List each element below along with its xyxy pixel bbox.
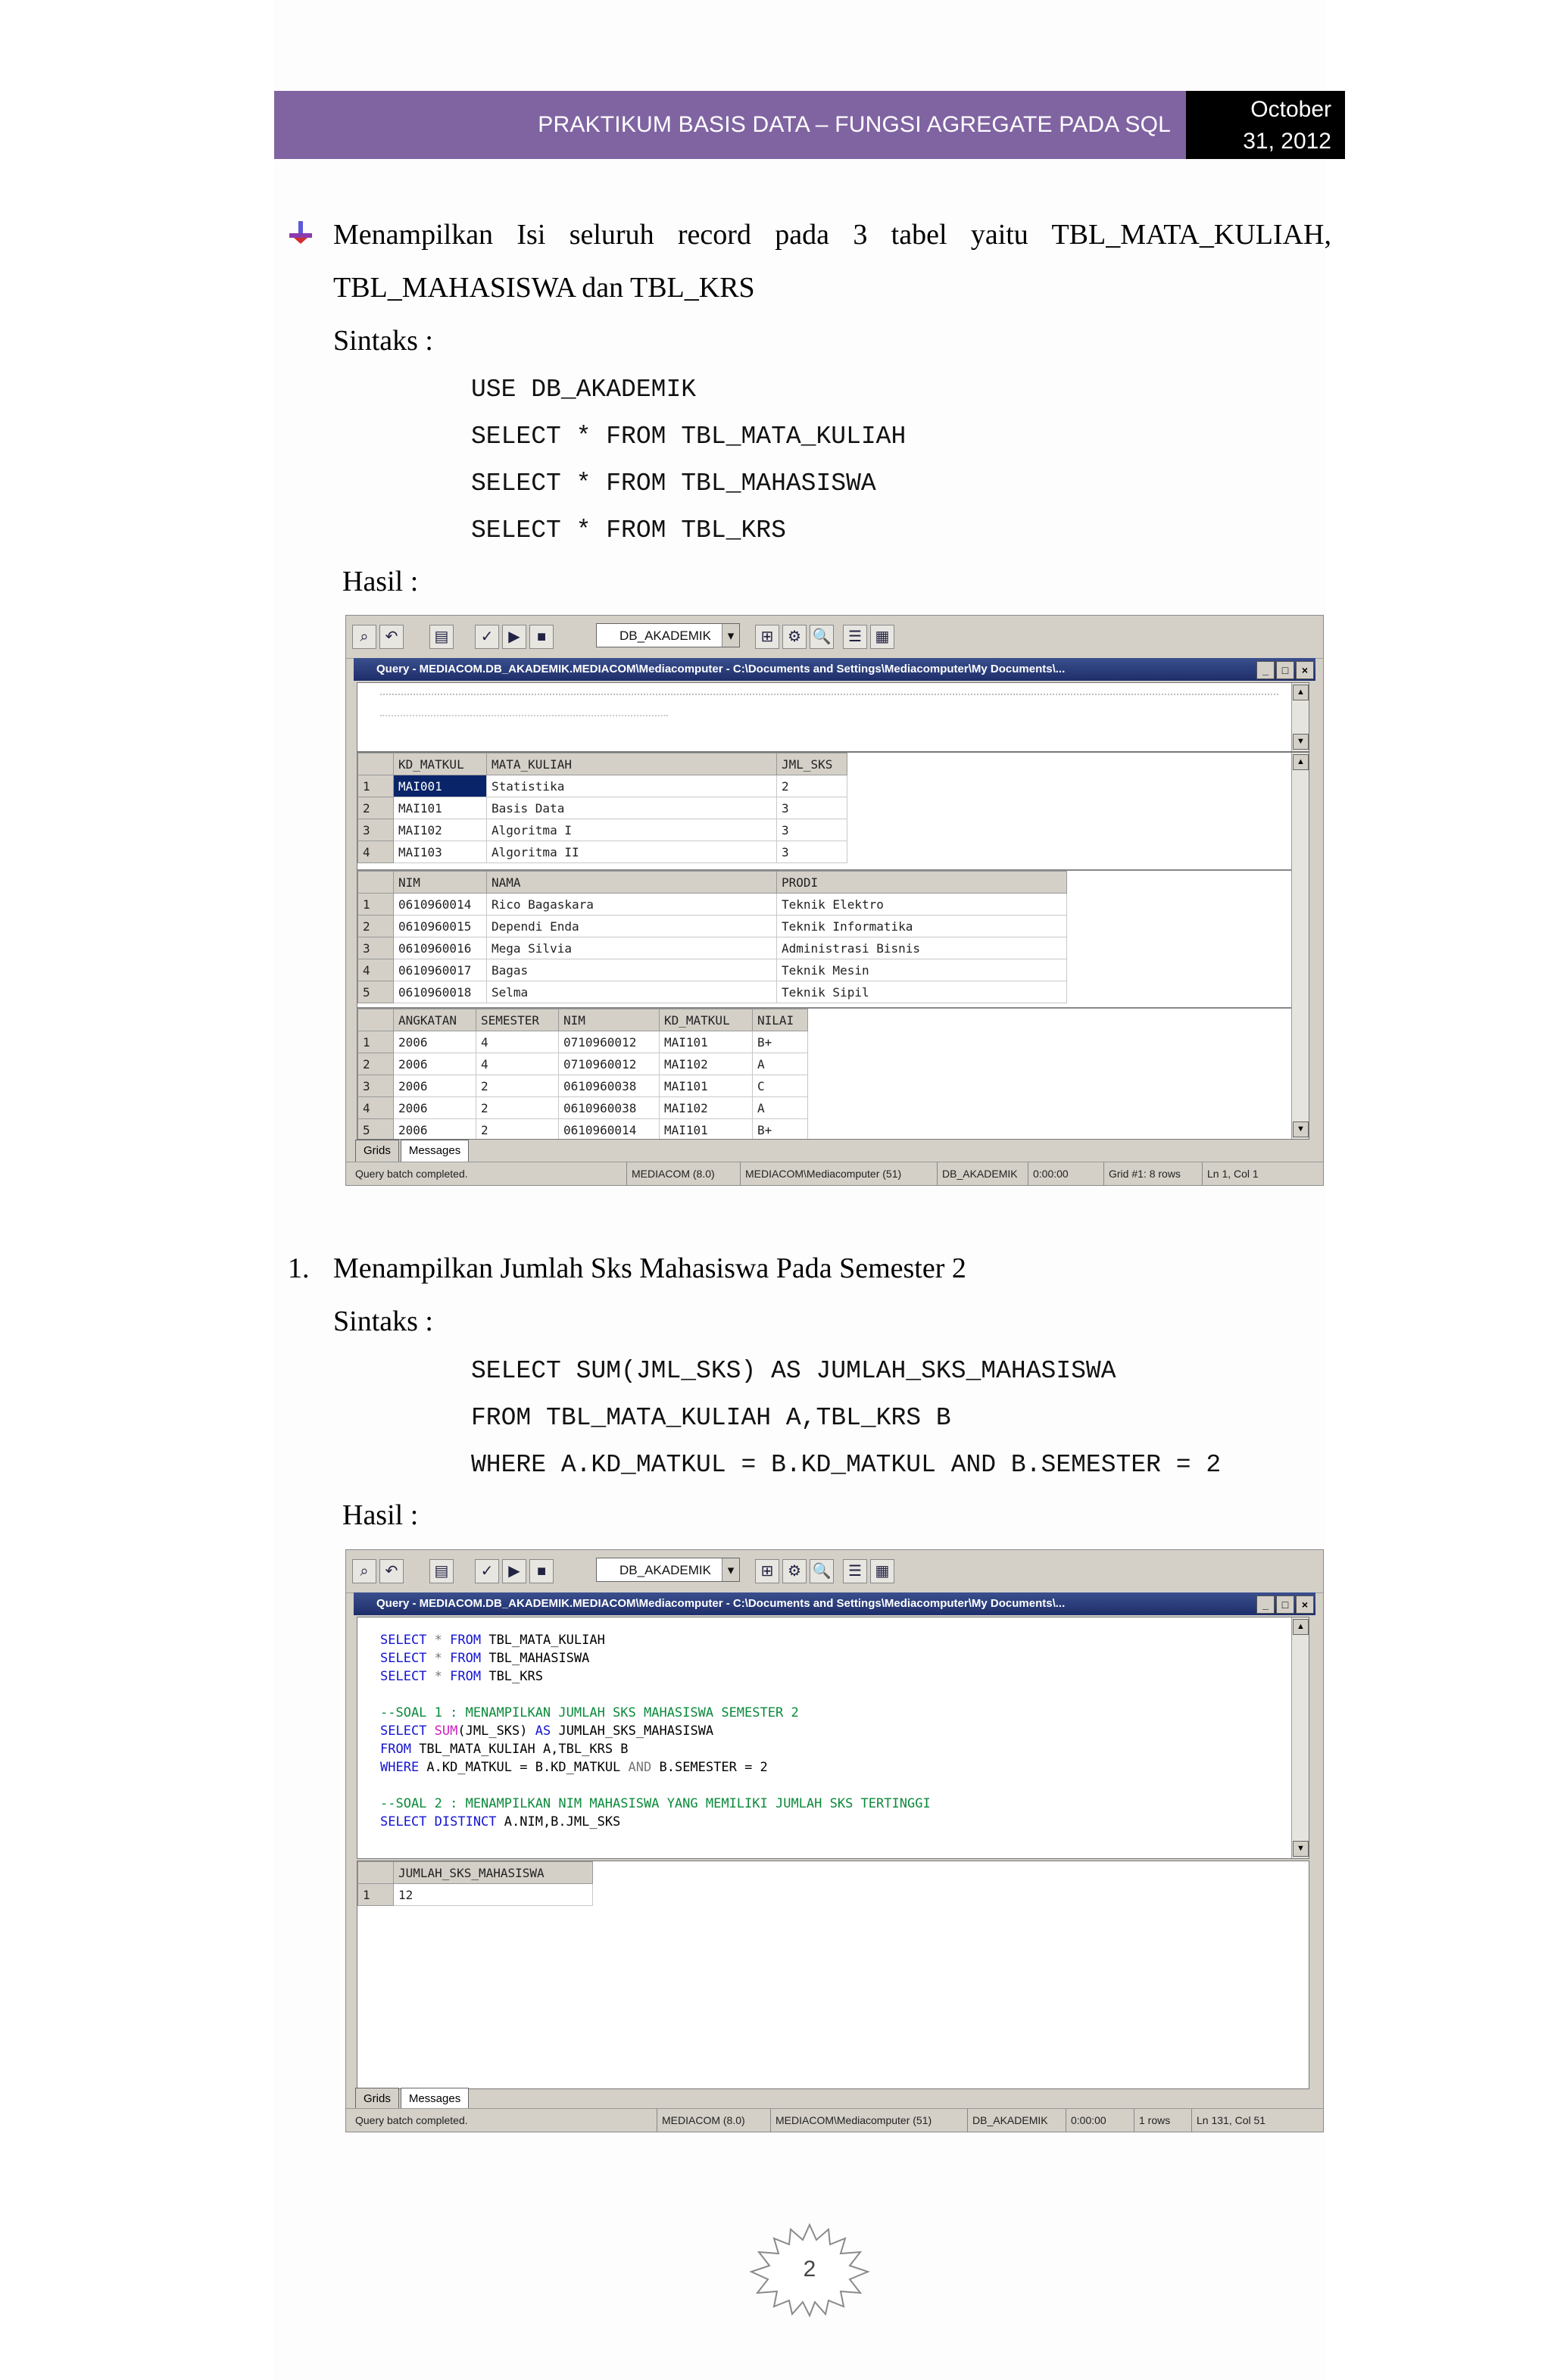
table-row[interactable]: 4 MAI103 Algoritma II 3 bbox=[358, 841, 847, 863]
parse-check-icon[interactable]: ✓ bbox=[475, 625, 499, 649]
search-object-icon[interactable]: 🔍 bbox=[810, 625, 834, 649]
row-number-header bbox=[358, 753, 394, 775]
sql-line: SELECT * FROM TBL_MAHASISWA bbox=[380, 1651, 590, 1666]
column-header[interactable]: JUMLAH_SKS_MAHASISWA bbox=[394, 1862, 593, 1884]
editor-scrollbar[interactable] bbox=[1291, 683, 1309, 751]
sql-editor[interactable] bbox=[357, 1617, 1309, 1859]
table-header-row bbox=[358, 872, 1067, 894]
toolbar bbox=[346, 616, 1323, 659]
status-rows: 1 rows bbox=[1134, 2109, 1170, 2132]
cell[interactable]: Teknik Sipil bbox=[777, 981, 1067, 1003]
column-header[interactable]: NAMA bbox=[487, 872, 777, 894]
sql-line: SELECT * FROM TBL_MATA_KULIAH bbox=[380, 1633, 605, 1648]
column-header[interactable]: PRODI bbox=[777, 872, 1067, 894]
cell[interactable]: Teknik Informatika bbox=[777, 916, 1067, 937]
column-header[interactable]: NILAI bbox=[753, 1009, 808, 1031]
cell[interactable]: 2006 bbox=[394, 1031, 476, 1053]
query-window-title bbox=[354, 1592, 1315, 1615]
results-mode-icon[interactable]: ▤ bbox=[429, 625, 454, 649]
table-row[interactable]: 5 0610960018 Selma Teknik Sipil bbox=[358, 981, 1067, 1003]
cell[interactable]: 3 bbox=[777, 797, 847, 819]
cell[interactable]: B+ bbox=[753, 1031, 808, 1053]
page-number-badge bbox=[747, 2222, 872, 2317]
sql-editor[interactable] bbox=[357, 682, 1309, 752]
cell[interactable]: 2 bbox=[476, 1075, 559, 1097]
column-header[interactable]: KD_MATKUL bbox=[660, 1009, 753, 1031]
results-grid-area[interactable] bbox=[357, 752, 1309, 1140]
status-time: 0:00:00 bbox=[1028, 1162, 1069, 1185]
table-row[interactable]: 4 2006 2 0610960038 MAI102 A bbox=[358, 1097, 808, 1119]
cell[interactable]: MAI101 bbox=[660, 1119, 753, 1140]
header-date bbox=[1186, 91, 1345, 159]
cell[interactable]: MAI102 bbox=[660, 1053, 753, 1075]
column-header[interactable]: NIM bbox=[394, 872, 487, 894]
intro-code-line: SELECT * FROM TBL_MATA_KULIAH bbox=[471, 423, 907, 451]
result-tabs bbox=[355, 2088, 470, 2110]
status-bar bbox=[346, 2108, 1323, 2132]
column-header[interactable]: SEMESTER bbox=[476, 1009, 559, 1031]
cell[interactable]: MAI101 bbox=[660, 1075, 753, 1097]
table-row[interactable]: 4 0610960017 Bagas Teknik Mesin bbox=[358, 959, 1067, 981]
cell[interactable]: 0610960014 bbox=[559, 1119, 660, 1140]
table-row[interactable]: 3 MAI102 Algoritma I 3 bbox=[358, 819, 847, 841]
intro-code-line: SELECT * FROM TBL_KRS bbox=[471, 516, 786, 544]
window-title-text: Query - MEDIACOM.DB_AKADEMIK.MEDIACOM\Mediacomputer - C:\Documents and Settings\Mediacomputer\My Documents\... bbox=[376, 663, 1066, 675]
maximize-icon[interactable]: □ bbox=[1276, 661, 1294, 679]
scroll-down-icon[interactable]: ▼ bbox=[1293, 734, 1309, 750]
cell[interactable]: 0610960016 bbox=[394, 937, 487, 959]
status-rows: Grid #1: 8 rows bbox=[1103, 1162, 1181, 1185]
tab-messages[interactable]: Messages bbox=[401, 2088, 469, 2110]
intro-line2: TBL_MAHASISWA dan TBL_KRS bbox=[333, 272, 755, 304]
table-header-row bbox=[358, 753, 847, 775]
execute-icon[interactable]: ▶ bbox=[502, 1559, 526, 1583]
cell[interactable]: 2006 bbox=[394, 1075, 476, 1097]
undo-icon[interactable]: ↶ bbox=[379, 1559, 404, 1583]
cell[interactable]: 0610960014 bbox=[394, 894, 487, 916]
cell[interactable]: 2 bbox=[476, 1119, 559, 1140]
cell[interactable]: A bbox=[753, 1053, 808, 1075]
database-select[interactable]: DB_AKADEMIK ▾ bbox=[596, 1558, 740, 1582]
table-header-row bbox=[358, 1862, 593, 1884]
cell[interactable]: MAI101 bbox=[660, 1031, 753, 1053]
table-row[interactable]: 5 2006 2 0610960014 MAI101 B+ bbox=[358, 1119, 808, 1140]
status-time: 0:00:00 bbox=[1066, 2109, 1106, 2132]
grid-icon[interactable]: ▦ bbox=[870, 625, 894, 649]
row-number: 1 bbox=[358, 1884, 394, 1906]
find-icon[interactable]: ⌕ bbox=[352, 625, 376, 649]
tab-messages[interactable]: Messages bbox=[401, 1140, 469, 1162]
intro-sintaks-label: Sintaks : bbox=[333, 325, 433, 357]
maximize-icon[interactable]: □ bbox=[1276, 1596, 1294, 1614]
intro-hasil-label: Hasil : bbox=[342, 566, 419, 597]
cell[interactable]: C bbox=[753, 1075, 808, 1097]
screenshot-query-analyzer-2 bbox=[345, 1549, 1324, 2132]
table-row[interactable]: 2 0610960015 Dependi Enda Teknik Informatika bbox=[358, 916, 1067, 937]
grid-mata-kuliah[interactable] bbox=[357, 753, 1292, 866]
cell[interactable]: Algoritma II bbox=[487, 841, 777, 863]
cell[interactable]: 0610960018 bbox=[394, 981, 487, 1003]
grid-icon[interactable]: ▦ bbox=[870, 1559, 894, 1583]
scroll-up-icon[interactable]: ▲ bbox=[1293, 685, 1309, 700]
status-user: MEDIACOM\Mediacomputer (51) bbox=[770, 2109, 932, 2132]
section1-code-line: WHERE A.KD_MATKUL = B.KD_MATKUL AND B.SEMESTER = 2 bbox=[471, 1451, 1222, 1479]
status-user: MEDIACOM\Mediacomputer (51) bbox=[740, 1162, 901, 1185]
sql-comment: --SOAL 2 : MENAMPILKAN NIM MAHASISWA YANG MEMILIKI JUMLAH SKS TERTINGGI bbox=[380, 1796, 931, 1811]
intro-code-line: SELECT * FROM TBL_MAHASISWA bbox=[471, 469, 876, 498]
status-position: Ln 131, Col 51 bbox=[1191, 2109, 1265, 2132]
header-date-line1: October bbox=[1250, 97, 1331, 122]
cell[interactable]: 0610960038 bbox=[559, 1075, 660, 1097]
cell[interactable]: 3 bbox=[777, 841, 847, 863]
plan-icon[interactable]: ⊞ bbox=[755, 1559, 779, 1583]
minimize-icon[interactable]: _ bbox=[1256, 1596, 1275, 1614]
cell[interactable]: MAI101 bbox=[394, 797, 487, 819]
status-db: DB_AKADEMIK bbox=[937, 1162, 1018, 1185]
section1-title: Menampilkan Jumlah Sks Mahasiswa Pada Semester 2 bbox=[333, 1252, 966, 1284]
column-header[interactable]: ANGKATAN bbox=[394, 1009, 476, 1031]
cell[interactable]: 2006 bbox=[394, 1097, 476, 1119]
toolbar bbox=[346, 1550, 1323, 1593]
scroll-up-icon[interactable]: ▲ bbox=[1293, 754, 1309, 770]
sql-line: WHERE A.KD_MATKUL = B.KD_MATKUL AND B.SEMESTER = 2 bbox=[380, 1760, 768, 1775]
bullet-arrow-icon bbox=[288, 220, 314, 245]
status-server: MEDIACOM (8.0) bbox=[626, 1162, 715, 1185]
row-number-header bbox=[358, 872, 394, 894]
close-icon[interactable]: × bbox=[1296, 1596, 1314, 1614]
cell[interactable]: A bbox=[753, 1097, 808, 1119]
cell[interactable]: 2006 bbox=[394, 1119, 476, 1140]
status-server: MEDIACOM (8.0) bbox=[657, 2109, 745, 2132]
cell[interactable]: 0710960012 bbox=[559, 1031, 660, 1053]
table-row[interactable]: 1 MAI001 Statistika 2 bbox=[358, 775, 847, 797]
scroll-down-icon[interactable]: ▼ bbox=[1293, 1121, 1309, 1137]
find-icon[interactable]: ⌕ bbox=[352, 1559, 376, 1583]
cell[interactable]: 2006 bbox=[394, 1053, 476, 1075]
properties-icon[interactable]: ☰ bbox=[843, 1559, 867, 1583]
cell[interactable]: 0610960015 bbox=[394, 916, 487, 937]
sql-line: SELECT DISTINCT A.NIM,B.JML_SKS bbox=[380, 1814, 621, 1829]
cell[interactable]: Rico Bagaskara bbox=[487, 894, 777, 916]
table-row[interactable]: 2 MAI101 Basis Data 3 bbox=[358, 797, 847, 819]
execute-icon[interactable]: ▶ bbox=[502, 625, 526, 649]
sql-line: FROM TBL_MATA_KULIAH A,TBL_KRS B bbox=[380, 1742, 629, 1757]
query-window-title bbox=[354, 658, 1315, 681]
plan-icon[interactable]: ⊞ bbox=[755, 625, 779, 649]
minimize-icon[interactable]: _ bbox=[1256, 661, 1275, 679]
object-browser-icon[interactable]: ⚙ bbox=[782, 625, 807, 649]
results-scrollbar[interactable] bbox=[1291, 753, 1309, 1139]
cell[interactable]: 0610960038 bbox=[559, 1097, 660, 1119]
header-date-line2: 31, 2012 bbox=[1243, 129, 1331, 154]
status-message: Query batch completed. bbox=[355, 2114, 468, 2126]
row-number-header bbox=[358, 1862, 394, 1884]
cell[interactable]: Bagas bbox=[487, 959, 777, 981]
page-header bbox=[274, 91, 1186, 159]
status-db: DB_AKADEMIK bbox=[967, 2109, 1048, 2132]
page-number: 2 bbox=[803, 2257, 816, 2282]
grid-result[interactable] bbox=[357, 1861, 593, 1906]
cell[interactable]: Administrasi Bisnis bbox=[777, 937, 1067, 959]
cell[interactable]: MAI103 bbox=[394, 841, 487, 863]
editor-scrollbar[interactable] bbox=[1291, 1617, 1309, 1858]
column-header[interactable]: NIM bbox=[559, 1009, 660, 1031]
cell[interactable]: Statistika bbox=[487, 775, 777, 797]
cell[interactable]: Teknik Mesin bbox=[777, 959, 1067, 981]
cell[interactable]: 0610960017 bbox=[394, 959, 487, 981]
stop-icon[interactable]: ■ bbox=[529, 625, 554, 649]
search-object-icon[interactable]: 🔍 bbox=[810, 1559, 834, 1583]
cell[interactable]: 2 bbox=[476, 1097, 559, 1119]
database-select[interactable]: DB_AKADEMIK ▾ bbox=[596, 623, 740, 647]
cell[interactable]: 3 bbox=[777, 819, 847, 841]
cell[interactable]: Basis Data bbox=[487, 797, 777, 819]
screenshot-query-analyzer-1 bbox=[345, 615, 1324, 1186]
section1-code-line: FROM TBL_MATA_KULIAH A,TBL_KRS B bbox=[471, 1404, 951, 1432]
cell[interactable]: 2 bbox=[777, 775, 847, 797]
table-header-row bbox=[358, 1009, 808, 1031]
grid-mahasiswa[interactable] bbox=[357, 869, 1292, 1006]
header-title: PRAKTIKUM BASIS DATA – FUNGSI AGREGATE PADA SQL bbox=[538, 112, 1171, 137]
sql-line: SELECT * FROM TBL_KRS bbox=[380, 1669, 543, 1684]
table-row[interactable]: 2 2006 4 0710960012 MAI102 A bbox=[358, 1053, 808, 1075]
tab-grids[interactable]: Grids bbox=[355, 2088, 399, 2110]
cell[interactable]: Selma bbox=[487, 981, 777, 1003]
sql-line: SELECT SUM(JML_SKS) AS JUMLAH_SKS_MAHASISWA bbox=[380, 1723, 714, 1739]
cell[interactable]: B+ bbox=[753, 1119, 808, 1140]
column-header[interactable]: MATA_KULIAH bbox=[487, 753, 777, 775]
results-mode-icon[interactable]: ▤ bbox=[429, 1559, 454, 1583]
result-value-cell[interactable]: 12 bbox=[394, 1884, 593, 1906]
grid-krs[interactable] bbox=[357, 1007, 1292, 1140]
table-row[interactable]: 1 0610960014 Rico Bagaskara Teknik Elektro bbox=[358, 894, 1067, 916]
cell[interactable]: MAI102 bbox=[394, 819, 487, 841]
cell[interactable]: Mega Silvia bbox=[487, 937, 777, 959]
table-row[interactable]: 1 2006 4 0710960012 MAI101 B+ bbox=[358, 1031, 808, 1053]
intro-code-line: USE DB_AKADEMIK bbox=[471, 376, 697, 404]
intro-line1: Menampilkan Isi seluruh record pada 3 tabel yaitu TBL_MATA_KULIAH, bbox=[333, 219, 1331, 251]
row-number-header bbox=[358, 1009, 394, 1031]
status-bar bbox=[346, 1162, 1323, 1185]
close-icon[interactable]: × bbox=[1296, 661, 1314, 679]
scroll-down-icon[interactable]: ▼ bbox=[1293, 1841, 1309, 1857]
column-header[interactable]: JML_SKS bbox=[777, 753, 847, 775]
editor-dotted-line bbox=[380, 694, 1278, 695]
section1-code-line: SELECT SUM(JML_SKS) AS JUMLAH_SKS_MAHASISWA bbox=[471, 1357, 1116, 1385]
column-header[interactable]: KD_MATKUL bbox=[394, 753, 487, 775]
properties-icon[interactable]: ☰ bbox=[843, 625, 867, 649]
undo-icon[interactable]: ↶ bbox=[379, 625, 404, 649]
stop-icon[interactable]: ■ bbox=[529, 1559, 554, 1583]
parse-check-icon[interactable]: ✓ bbox=[475, 1559, 499, 1583]
editor-text-blur bbox=[380, 715, 668, 716]
cell[interactable]: 4 bbox=[476, 1031, 559, 1053]
sql-comment: --SOAL 1 : MENAMPILKAN JUMLAH SKS MAHASISWA SEMESTER 2 bbox=[380, 1705, 799, 1720]
section1-number: 1. bbox=[288, 1252, 310, 1284]
cell[interactable]: Dependi Enda bbox=[487, 916, 777, 937]
cell[interactable]: Teknik Elektro bbox=[777, 894, 1067, 916]
tab-grids[interactable]: Grids bbox=[355, 1140, 399, 1162]
scroll-up-icon[interactable]: ▲ bbox=[1293, 1619, 1309, 1635]
cell[interactable]: 4 bbox=[476, 1053, 559, 1075]
result-tabs bbox=[355, 1140, 470, 1162]
cell[interactable]: MAI102 bbox=[660, 1097, 753, 1119]
results-grid-area[interactable] bbox=[357, 1861, 1309, 2089]
cell[interactable]: 0710960012 bbox=[559, 1053, 660, 1075]
section1-hasil-label: Hasil : bbox=[342, 1499, 419, 1531]
table-row[interactable]: 3 2006 2 0610960038 MAI101 C bbox=[358, 1075, 808, 1097]
cell[interactable]: Algoritma I bbox=[487, 819, 777, 841]
section1-sintaks-label: Sintaks : bbox=[333, 1305, 433, 1337]
window-title-text: Query - MEDIACOM.DB_AKADEMIK.MEDIACOM\Mediacomputer - C:\Documents and Settings\Mediacomputer\My Documents\... bbox=[376, 1597, 1066, 1610]
table-row[interactable]: 3 0610960016 Mega Silvia Administrasi Bisnis bbox=[358, 937, 1067, 959]
table-row[interactable] bbox=[358, 1884, 593, 1906]
object-browser-icon[interactable]: ⚙ bbox=[782, 1559, 807, 1583]
cell[interactable]: MAI001 bbox=[394, 775, 487, 797]
status-position: Ln 1, Col 1 bbox=[1202, 1162, 1259, 1185]
status-message: Query batch completed. bbox=[355, 1168, 468, 1180]
